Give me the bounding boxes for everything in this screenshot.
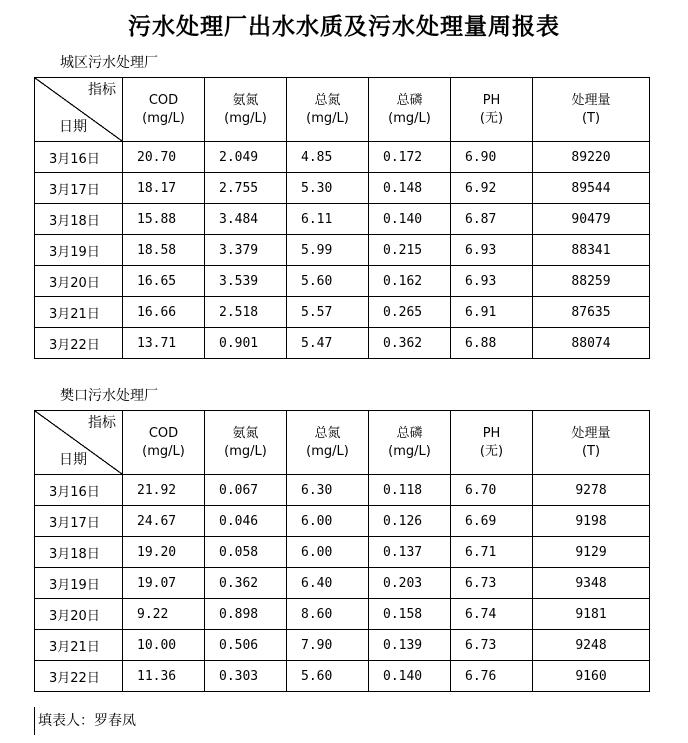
total-nitrogen-cell: 6.00 — [287, 537, 369, 568]
total-nitrogen-cell: 4.85 — [287, 142, 369, 173]
cod-cell: 20.70 — [123, 142, 205, 173]
total-phosphorus-cell: 0.118 — [369, 475, 451, 506]
table-row — [35, 235, 650, 266]
table-row — [35, 266, 650, 297]
ammonia-cell: 3.379 — [205, 235, 287, 266]
cod-cell: 21.92 — [123, 475, 205, 506]
total-nitrogen-cell: 6.11 — [287, 204, 369, 235]
total-phosphorus-cell: 0.137 — [369, 537, 451, 568]
ph-cell: 6.73 — [451, 630, 533, 661]
ph-cell: 6.88 — [451, 328, 533, 359]
cod-cell: 16.66 — [123, 297, 205, 328]
table-row — [35, 328, 650, 359]
column-header-total-nitrogen: 总氮 (mg/L) — [287, 411, 369, 475]
volume-cell: 9278 — [533, 475, 650, 506]
ammonia-cell: 0.898 — [205, 599, 287, 630]
volume-cell: 88341 — [533, 235, 650, 266]
ammonia-cell: 3.484 — [205, 204, 287, 235]
total-nitrogen-cell: 5.47 — [287, 328, 369, 359]
water-quality-table-fankou — [34, 410, 650, 692]
total-phosphorus-cell: 0.126 — [369, 506, 451, 537]
cod-cell: 9.22 — [123, 599, 205, 630]
total-phosphorus-cell: 0.203 — [369, 568, 451, 599]
cod-cell: 19.20 — [123, 537, 205, 568]
date-cell: 3月22日 — [35, 328, 123, 359]
cod-cell: 24.67 — [123, 506, 205, 537]
ammonia-cell: 2.518 — [205, 297, 287, 328]
plant-name-fankou: 樊口污水处理厂 — [60, 388, 158, 404]
date-cell: 3月18日 — [35, 204, 123, 235]
date-cell: 3月21日 — [35, 630, 123, 661]
date-cell: 3月16日 — [35, 142, 123, 173]
cod-cell: 16.65 — [123, 266, 205, 297]
cod-cell: 13.71 — [123, 328, 205, 359]
table-row — [35, 475, 650, 506]
total-phosphorus-cell: 0.265 — [369, 297, 451, 328]
ph-cell: 6.76 — [451, 661, 533, 692]
volume-cell: 89220 — [533, 142, 650, 173]
total-nitrogen-cell: 8.60 — [287, 599, 369, 630]
column-header-ph: PH (无) — [451, 78, 533, 142]
ammonia-cell: 0.506 — [205, 630, 287, 661]
volume-cell: 9348 — [533, 568, 650, 599]
table-row — [35, 537, 650, 568]
total-phosphorus-cell: 0.158 — [369, 599, 451, 630]
date-cell: 3月17日 — [35, 506, 123, 537]
ph-cell: 6.91 — [451, 297, 533, 328]
cod-cell: 18.58 — [123, 235, 205, 266]
table-row — [35, 173, 650, 204]
cod-cell: 19.07 — [123, 568, 205, 599]
total-nitrogen-cell: 5.30 — [287, 173, 369, 204]
total-nitrogen-cell: 7.90 — [287, 630, 369, 661]
ammonia-cell: 2.049 — [205, 142, 287, 173]
water-quality-table-chengqu — [34, 77, 650, 359]
ammonia-cell: 0.046 — [205, 506, 287, 537]
table-row — [35, 661, 650, 692]
table-row — [35, 599, 650, 630]
column-header-total-phosphorus: 总磷 (mg/L) — [369, 411, 451, 475]
column-header-total-phosphorus: 总磷 (mg/L) — [369, 78, 451, 142]
column-header-ph: PH (无) — [451, 411, 533, 475]
volume-cell: 9160 — [533, 661, 650, 692]
total-nitrogen-cell: 5.60 — [287, 266, 369, 297]
ammonia-cell: 0.067 — [205, 475, 287, 506]
table-row — [35, 204, 650, 235]
table-header-row — [35, 78, 650, 142]
table-body — [35, 142, 650, 359]
table-header-row — [35, 411, 650, 475]
total-phosphorus-cell: 0.140 — [369, 204, 451, 235]
table-row — [35, 297, 650, 328]
volume-cell: 89544 — [533, 173, 650, 204]
volume-cell: 9248 — [533, 630, 650, 661]
ph-cell: 6.93 — [451, 235, 533, 266]
ammonia-cell: 2.755 — [205, 173, 287, 204]
table-row — [35, 568, 650, 599]
volume-cell: 9198 — [533, 506, 650, 537]
diagonal-header-cell — [35, 78, 123, 142]
cod-cell: 10.00 — [123, 630, 205, 661]
report-title: 污水处理厂出水水质及污水处理量周报表 — [128, 13, 560, 40]
total-nitrogen-cell: 6.30 — [287, 475, 369, 506]
table-row — [35, 630, 650, 661]
cod-cell: 15.88 — [123, 204, 205, 235]
date-cell: 3月20日 — [35, 599, 123, 630]
volume-cell: 88259 — [533, 266, 650, 297]
column-header-volume: 处理量 (T) — [533, 78, 650, 142]
table-row — [35, 142, 650, 173]
total-phosphorus-cell: 0.139 — [369, 630, 451, 661]
cod-cell: 11.36 — [123, 661, 205, 692]
volume-cell: 9181 — [533, 599, 650, 630]
ph-cell: 6.71 — [451, 537, 533, 568]
total-nitrogen-cell: 5.60 — [287, 661, 369, 692]
total-phosphorus-cell: 0.162 — [369, 266, 451, 297]
total-phosphorus-cell: 0.148 — [369, 173, 451, 204]
volume-cell: 87635 — [533, 297, 650, 328]
ph-cell: 6.93 — [451, 266, 533, 297]
total-phosphorus-cell: 0.362 — [369, 328, 451, 359]
date-cell: 3月20日 — [35, 266, 123, 297]
date-cell: 3月16日 — [35, 475, 123, 506]
ph-cell: 6.87 — [451, 204, 533, 235]
ph-cell: 6.69 — [451, 506, 533, 537]
date-cell: 3月19日 — [35, 235, 123, 266]
ammonia-cell: 0.058 — [205, 537, 287, 568]
column-header-total-nitrogen: 总氮 (mg/L) — [287, 78, 369, 142]
ph-cell: 6.74 — [451, 599, 533, 630]
volume-cell: 9129 — [533, 537, 650, 568]
total-phosphorus-cell: 0.172 — [369, 142, 451, 173]
diagonal-header-cell — [35, 411, 123, 475]
plant-name-chengqu: 城区污水处理厂 — [60, 55, 158, 71]
volume-cell: 88074 — [533, 328, 650, 359]
table-row — [35, 506, 650, 537]
ammonia-cell: 0.362 — [205, 568, 287, 599]
total-nitrogen-cell: 6.00 — [287, 506, 369, 537]
filled-by-note: 填表人：罗春凤 — [34, 707, 136, 735]
column-header-ammonia: 氨氮 (mg/L) — [205, 78, 287, 142]
indicator-label: 指标 — [88, 415, 116, 431]
ph-cell: 6.73 — [451, 568, 533, 599]
date-label: 日期 — [59, 119, 87, 135]
date-cell: 3月21日 — [35, 297, 123, 328]
date-cell: 3月18日 — [35, 537, 123, 568]
ph-cell: 6.92 — [451, 173, 533, 204]
total-phosphorus-cell: 0.215 — [369, 235, 451, 266]
total-nitrogen-cell: 5.57 — [287, 297, 369, 328]
total-nitrogen-cell: 6.40 — [287, 568, 369, 599]
column-header-ammonia: 氨氮 (mg/L) — [205, 411, 287, 475]
table-body — [35, 475, 650, 692]
volume-cell: 90479 — [533, 204, 650, 235]
date-cell: 3月19日 — [35, 568, 123, 599]
total-nitrogen-cell: 5.99 — [287, 235, 369, 266]
column-header-cod: COD (mg/L) — [123, 411, 205, 475]
ammonia-cell: 0.303 — [205, 661, 287, 692]
total-phosphorus-cell: 0.140 — [369, 661, 451, 692]
ammonia-cell: 3.539 — [205, 266, 287, 297]
cod-cell: 18.17 — [123, 173, 205, 204]
ph-cell: 6.90 — [451, 142, 533, 173]
date-label: 日期 — [59, 452, 87, 468]
indicator-label: 指标 — [88, 82, 116, 98]
ammonia-cell: 0.901 — [205, 328, 287, 359]
column-header-cod: COD (mg/L) — [123, 78, 205, 142]
column-header-volume: 处理量 (T) — [533, 411, 650, 475]
date-cell: 3月17日 — [35, 173, 123, 204]
date-cell: 3月22日 — [35, 661, 123, 692]
ph-cell: 6.70 — [451, 475, 533, 506]
